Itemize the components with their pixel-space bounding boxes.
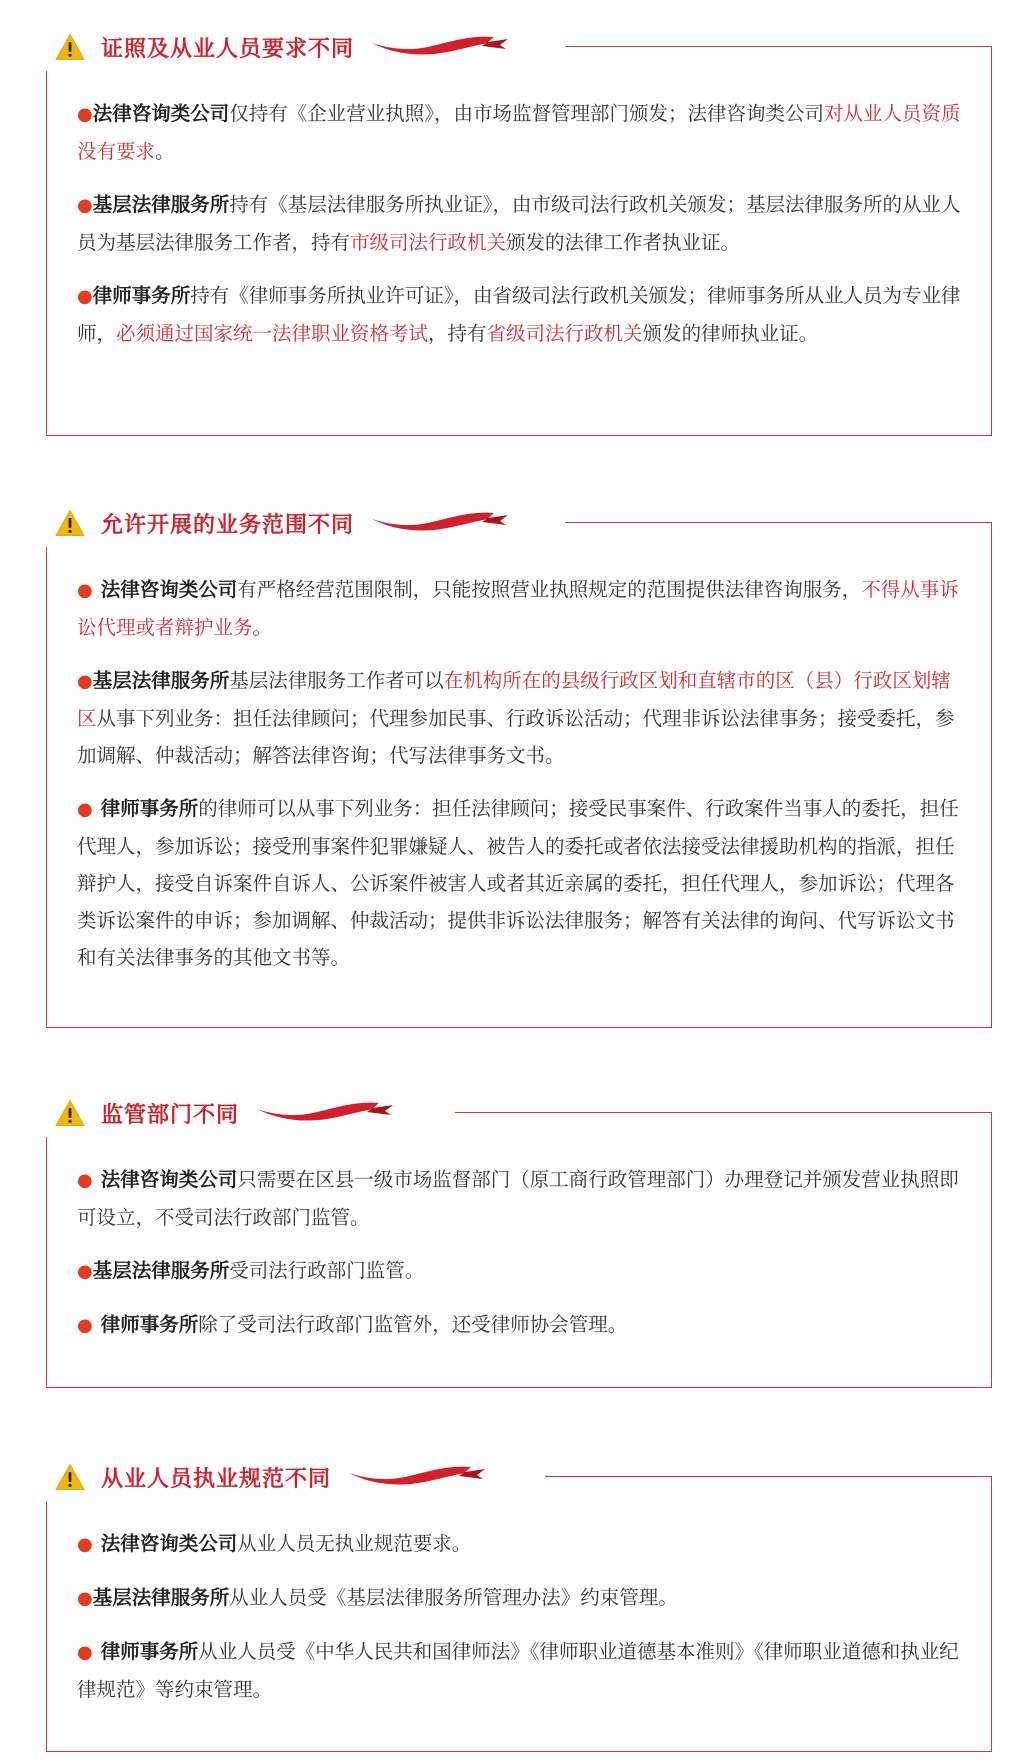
section-license-requirements: [46, 36, 992, 436]
section-heading: [55, 23, 695, 71]
item-text: 持有《基层法律服务所执业证》，由市级司法行政机关颁发；基层法律服务所的从业人员为基层法律服务工作者，持有: [77, 193, 961, 254]
list-item: [77, 1579, 961, 1617]
highlight-text: 必须通过国家统一法律职业资格考试: [116, 322, 429, 345]
section-title: 从业人员执业规范不同: [101, 1466, 332, 1492]
item-text: 的律师可以从事下列业务：担任法律顾问；接受民事案件、行政案件当事人的委托，担任代理人，参加诉讼；接受刑事案件犯罪嫌疑人、被告人的委托或者依法接受法律援助机构的指派，担任辩护人，接受自诉案件自诉人、公诉案件被害人或者其近亲属的委托，担任代理人，参加诉讼；代理各类诉讼案件的申诉；参加调解、仲裁活动；提供非诉讼法律服务；解答有关法律的询问、代写诉讼文书和有关法律事务的其他文书等。: [77, 797, 959, 969]
list-item: [77, 1252, 961, 1290]
list-item: [77, 186, 961, 261]
red-ribbon-decoration: [347, 1463, 487, 1491]
item-text: 持有《律师事务所执业许可证》，由省级司法行政机关颁发；律师事务所从业人员为专业律师，: [77, 284, 961, 345]
entity-name: 基层法律服务所: [92, 669, 230, 692]
bullet-dot: ●: [77, 1642, 93, 1663]
highlight-text: 不得从事诉讼代理或者辩护业务: [77, 578, 959, 639]
list-item: [77, 277, 961, 352]
section-heading: [55, 1453, 695, 1501]
highlight-text: 市级司法行政机关: [350, 231, 507, 254]
item-list: [77, 571, 961, 976]
item-text: 有严格经营范围限制，只能按照营业执照规定的范围提供法律咨询服务，: [237, 578, 862, 601]
item-text: 。: [252, 616, 273, 639]
section-heading: [55, 1089, 695, 1137]
highlight-text: 对从业人员资质没有要求: [77, 102, 961, 163]
item-text: 只需要在区县一级市场监督部门（原工商行政管理部门）办理登记并颁发营业执照即可设立，不受司法行政部门监管。: [77, 1168, 959, 1229]
entity-name: 律师事务所: [92, 284, 191, 307]
bullet-dot: ●: [77, 671, 93, 692]
section-supervision: [46, 1102, 992, 1388]
item-text: 从业人员受《基层法律服务所管理办法》约束管理。: [229, 1586, 678, 1609]
entity-name: 基层法律服务所: [92, 1259, 230, 1282]
entity-name: 法律咨询类公司: [100, 578, 238, 601]
list-item: [77, 1525, 961, 1563]
section-title: 证照及从业人员要求不同: [101, 36, 355, 62]
item-list: [77, 1161, 961, 1344]
list-item: [77, 1306, 961, 1344]
item-text: 从事下列业务：担任法律顾问；代理参加民事、行政诉讼活动；代理非诉讼法律事务；接受委托，参加调解、仲裁活动；解答法律咨询；代写法律事务文书。: [77, 707, 955, 767]
highlight-text: 省级司法行政机关: [486, 322, 643, 345]
item-text: 从业人员受《中华人民共和国律师法》《律师职业道德基本准则》《律师职业道德和执业纪律规范》等约束管理。: [77, 1640, 959, 1701]
bullet-dot: ●: [77, 1170, 93, 1191]
bullet-dot: ●: [77, 104, 93, 125]
bullet-dot: ●: [77, 799, 93, 820]
section-practice-norms: [46, 1466, 992, 1752]
section-heading: [55, 499, 695, 547]
item-text: 从业人员无执业规范要求。: [237, 1532, 472, 1555]
item-text: 仅持有《企业营业执照》，由市场监督管理部门颁发；法律咨询类公司: [229, 102, 824, 125]
warning-triangle-icon: [55, 509, 85, 537]
warning-triangle-icon: [55, 1463, 85, 1491]
entity-name: 法律咨询类公司: [92, 102, 230, 125]
list-item: [77, 790, 961, 976]
highlight-text: 在机构所在的县级行政区划和直辖市的区（县）行政区划辖区: [77, 669, 951, 730]
entity-name: 律师事务所: [100, 1313, 199, 1336]
item-text: 颁发的法律工作者执业证。: [506, 231, 741, 254]
item-list: [77, 1525, 961, 1708]
red-ribbon-decoration: [370, 33, 510, 61]
bullet-dot: ●: [77, 1315, 93, 1336]
bullet-dot: ●: [77, 195, 93, 216]
list-item: [77, 1633, 961, 1708]
entity-name: 法律咨询类公司: [100, 1168, 238, 1191]
bullet-dot: ●: [77, 580, 93, 601]
list-item: [77, 571, 961, 646]
entity-name: 律师事务所: [100, 797, 199, 820]
item-text: 受司法行政部门监管。: [229, 1259, 425, 1282]
bullet-dot: ●: [77, 286, 93, 307]
warning-triangle-icon: [55, 33, 85, 61]
entity-name: 基层法律服务所: [92, 193, 230, 216]
list-item: [77, 662, 961, 774]
red-ribbon-decoration: [370, 509, 510, 537]
warning-triangle-icon: [55, 1099, 85, 1127]
bullet-dot: ●: [77, 1534, 93, 1555]
bullet-dot: ●: [77, 1261, 93, 1282]
item-text: 除了受司法行政部门监管外，还受律师协会管理。: [198, 1313, 628, 1336]
entity-name: 律师事务所: [100, 1640, 199, 1663]
list-item: [77, 95, 961, 170]
section-title: 监管部门不同: [101, 1102, 240, 1128]
red-ribbon-decoration: [255, 1099, 395, 1127]
item-text: ，持有: [428, 322, 487, 345]
section-title: 允许开展的业务范围不同: [101, 512, 355, 538]
entity-name: 法律咨询类公司: [100, 1532, 238, 1555]
list-item: [77, 1161, 961, 1236]
item-text: 颁发的律师执业证。: [642, 322, 819, 345]
item-list: [77, 95, 961, 352]
section-business-scope: [46, 512, 992, 1028]
item-text: 基层法律服务工作者可以: [229, 669, 444, 692]
item-text: 。: [155, 140, 175, 163]
entity-name: 基层法律服务所: [92, 1586, 230, 1609]
bullet-dot: ●: [77, 1588, 93, 1609]
